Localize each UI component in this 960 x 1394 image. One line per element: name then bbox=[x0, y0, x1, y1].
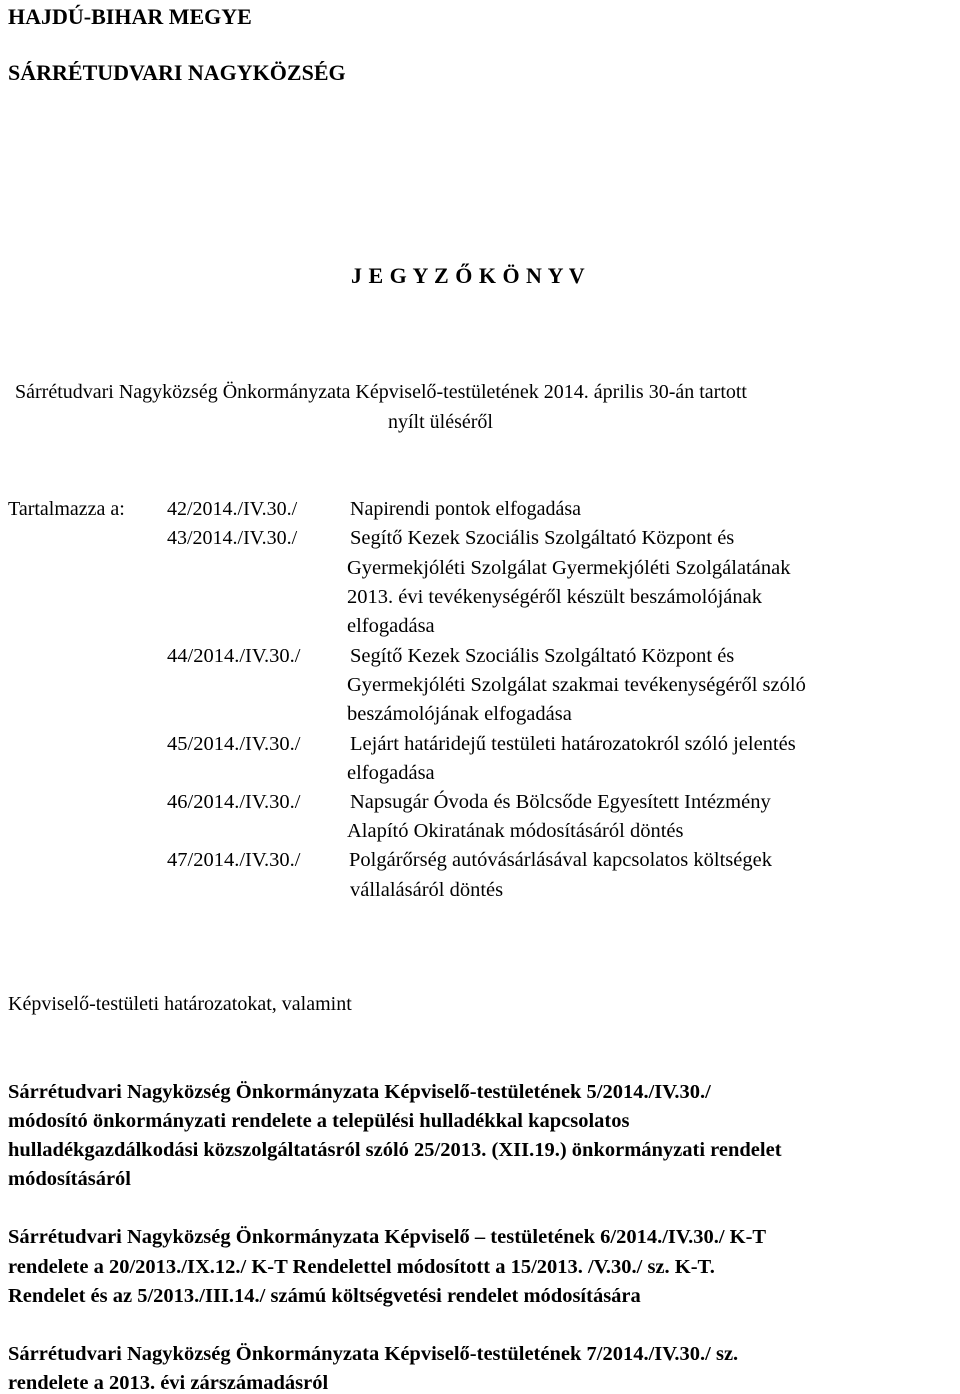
resolution-title-line: Segítő Kezek Szociális Szolgáltató Központ és bbox=[350, 527, 735, 549]
regulation-line: módosító önkormányzati rendelete a települési hulladékkal kapcsolatos bbox=[8, 1110, 630, 1132]
resolution-title-line: elfogadása bbox=[347, 762, 435, 784]
resolution-title-line: 2013. évi tevékenységéről készült beszámolójának bbox=[347, 586, 762, 608]
resolution-number: 43/2014./IV.30./ bbox=[167, 527, 298, 549]
municipality-heading: SÁRRÉTUDVARI NAGYKÖZSÉG bbox=[8, 60, 346, 85]
regulation-line: Sárrétudvari Nagyközség Önkormányzata Képviselő-testületének 7/2014./IV.30./ sz. bbox=[8, 1343, 739, 1365]
regulation-line: hulladékgazdálkodási közszolgáltatásról szóló 25/2013. (XII.19.) önkormányzati rendelet bbox=[8, 1139, 782, 1161]
intro-text: Képviselő-testületi határozatokat, valamint bbox=[8, 993, 352, 1015]
resolution-number: 47/2014./IV.30./ bbox=[167, 849, 301, 871]
resolution-title-line: Napirendi pontok elfogadása bbox=[350, 498, 582, 520]
regulation-line: rendelete a 20/2013./IX.12./ K-T Rendelettel módosított a 15/2013. /V.30./ sz. K-T. bbox=[8, 1256, 715, 1278]
meeting-description-line-1: Sárrétudvari Nagyközség Önkormányzata Képviselő-testületének 2014. április 30-án tartott bbox=[15, 381, 747, 403]
county-heading: HAJDÚ-BIHAR MEGYE bbox=[8, 4, 252, 29]
resolution-title-line: Gyermekjóléti Szolgálat Gyermekjóléti Szolgálatának bbox=[347, 557, 791, 579]
regulation-line: rendelete a 2013. évi zárszámadásról bbox=[8, 1372, 329, 1394]
resolution-title-line: Napsugár Óvoda és Bölcsőde Egyesített Intézmény bbox=[350, 791, 771, 813]
resolution-title-line: Lejárt határidejű testületi határozatokról szóló jelentés bbox=[350, 733, 796, 755]
document-title: J E G Y Z Ő K Ö N Y V bbox=[351, 263, 586, 288]
regulation-line: módosításáról bbox=[8, 1168, 131, 1190]
resolution-title-line: Polgárőrség autóvásárlásával kapcsolatos költségek bbox=[349, 849, 772, 871]
regulation-line: Sárrétudvari Nagyközség Önkormányzata Képviselő-testületének 5/2014./IV.30./ bbox=[8, 1081, 711, 1103]
meeting-description-line-2: nyílt üléséről bbox=[388, 411, 493, 433]
resolution-number: 42/2014./IV.30./ bbox=[167, 498, 298, 520]
resolution-number: 44/2014./IV.30./ bbox=[167, 645, 301, 667]
resolution-title-line: elfogadása bbox=[347, 615, 435, 637]
resolution-title-line: Segítő Kezek Szociális Szolgáltató Központ és bbox=[350, 645, 735, 667]
regulation-line: Sárrétudvari Nagyközség Önkormányzata Képviselő – testületének 6/2014./IV.30./ K-T bbox=[8, 1226, 767, 1248]
resolution-title-line: Gyermekjóléti Szolgálat szakmai tevékenységéről szóló bbox=[347, 674, 806, 696]
resolution-number: 46/2014./IV.30./ bbox=[167, 791, 301, 813]
resolution-number: 45/2014./IV.30./ bbox=[167, 733, 301, 755]
contents-label: Tartalmazza a: bbox=[8, 498, 125, 520]
resolution-title-line: Alapító Okiratának módosításáról döntés bbox=[347, 820, 684, 842]
resolution-title-line: beszámolójának elfogadása bbox=[347, 703, 572, 725]
resolution-title-line: vállalásáról döntés bbox=[350, 879, 504, 901]
regulation-line: Rendelet és az 5/2013./III.14./ számú költségvetési rendelet módosítására bbox=[8, 1285, 641, 1307]
